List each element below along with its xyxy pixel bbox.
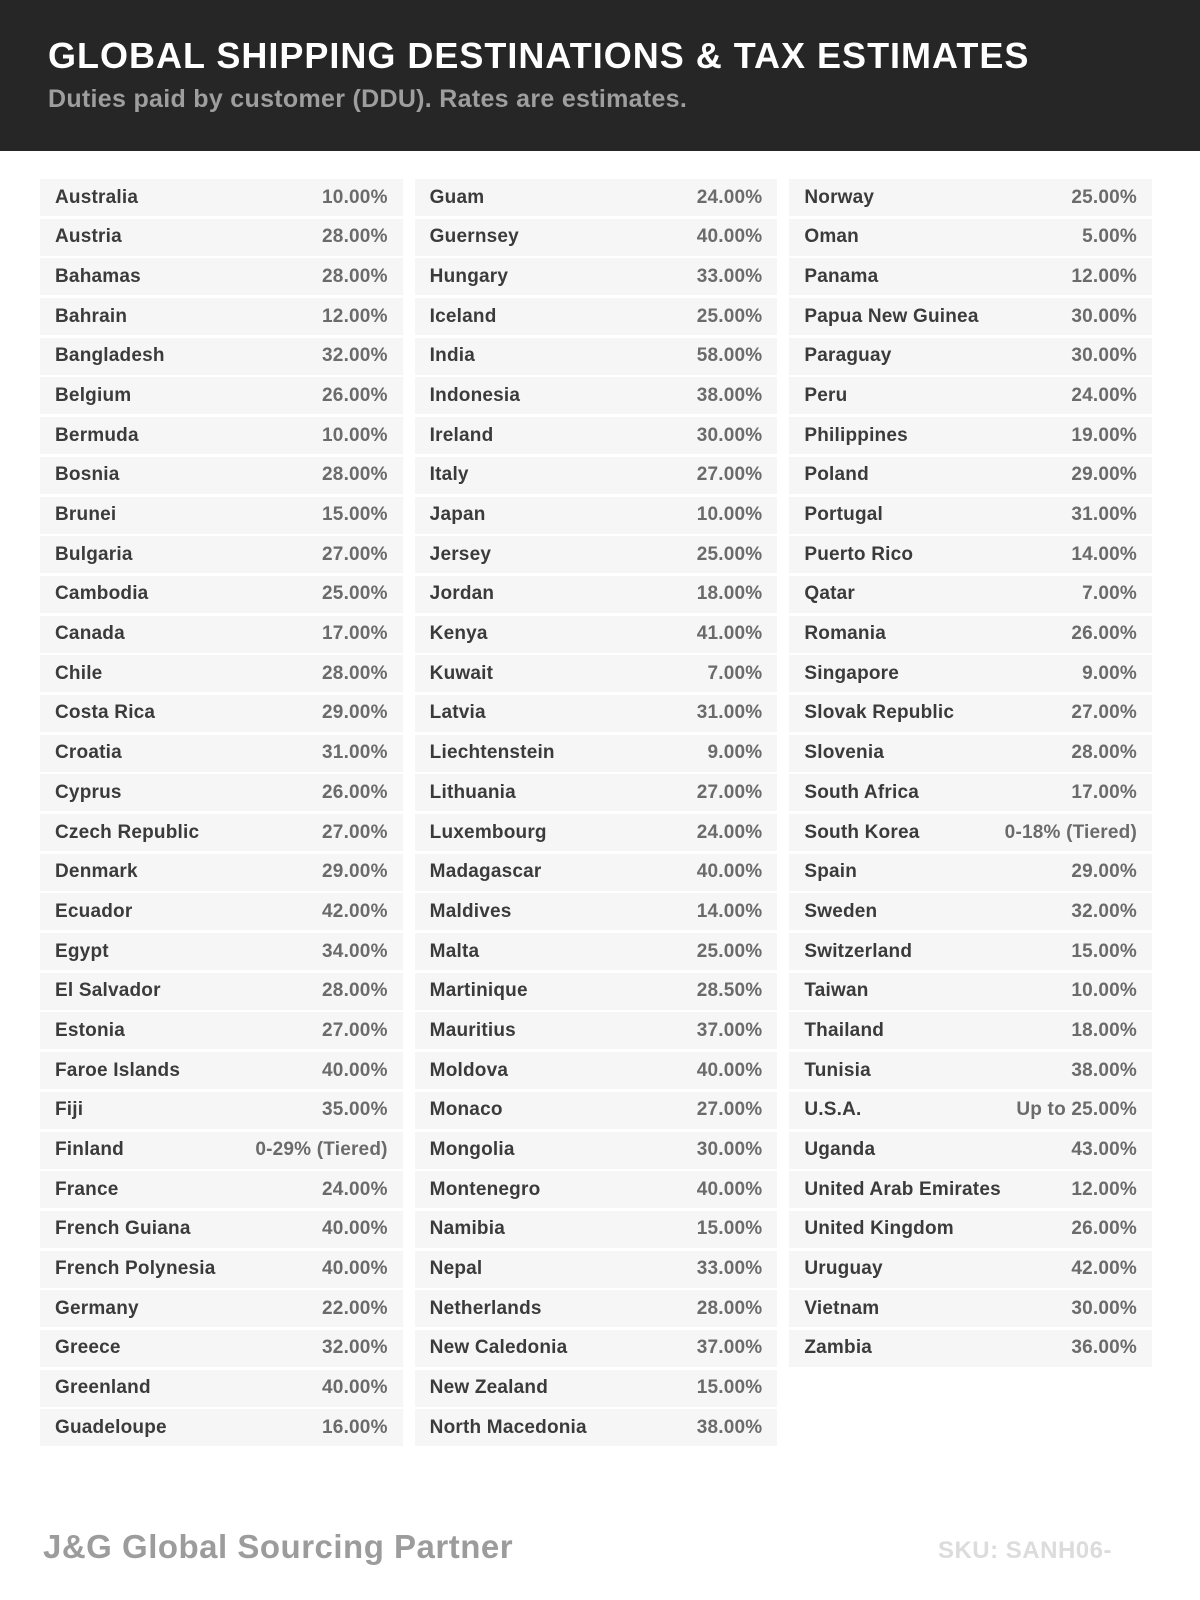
table-row: [40, 735, 403, 772]
tax-rate-value: 31.00%: [322, 742, 388, 764]
country-name: Bahamas: [55, 265, 141, 287]
table-row: [415, 1132, 778, 1169]
tax-rate-value: 40.00%: [696, 861, 763, 883]
country-name: Malta: [429, 940, 480, 962]
tax-rate-value: 25.00%: [322, 583, 388, 605]
tax-rate-value: 32.00%: [322, 345, 388, 367]
tax-rate-value: 27.00%: [1071, 702, 1138, 724]
tax-rate-value: 12.00%: [1071, 1178, 1138, 1200]
tax-rate-value: 28.00%: [322, 226, 388, 248]
country-name: Slovenia: [804, 742, 885, 764]
tax-rate-value: 40.00%: [696, 1178, 763, 1200]
country-name: Oman: [804, 226, 859, 248]
tax-rate-value: 10.00%: [322, 186, 388, 208]
country-name: Austria: [55, 226, 122, 248]
table-row: [415, 1052, 778, 1089]
tax-rate-value: 15.00%: [1071, 940, 1138, 962]
tax-rate-value: 29.00%: [1071, 861, 1138, 883]
tax-rate-value: 41.00%: [696, 623, 763, 645]
country-name: Fiji: [55, 1099, 84, 1121]
tax-rate-value: 42.00%: [322, 900, 388, 922]
table-row: [415, 695, 778, 732]
tax-rate-value: 12.00%: [1071, 265, 1138, 287]
tax-rate-value: 29.00%: [322, 861, 388, 883]
table-row: [415, 179, 778, 216]
country-name: Chile: [55, 662, 103, 684]
tax-rate-value: 28.00%: [322, 662, 388, 684]
page-title: GLOBAL SHIPPING DESTINATIONS & TAX ESTIMATES: [48, 35, 1030, 76]
country-name: Uruguay: [804, 1258, 883, 1280]
tax-rate-value: 30.00%: [1071, 345, 1138, 367]
tax-rate-value: 33.00%: [696, 1258, 763, 1280]
country-name: Nepal: [429, 1258, 483, 1280]
country-name: Romania: [804, 623, 886, 645]
tax-rate-value: 28.00%: [696, 1297, 763, 1319]
tax-rate-value: 33.00%: [696, 265, 763, 287]
tax-rate-value: 14.00%: [1071, 543, 1138, 565]
table-row: [789, 1330, 1152, 1367]
table-row: [40, 933, 403, 970]
country-name: El Salvador: [55, 980, 161, 1002]
country-name: Thailand: [804, 1019, 885, 1041]
tax-rate-value: 0-18% (Tiered): [1004, 821, 1138, 843]
country-name: North Macedonia: [429, 1416, 587, 1438]
country-name: Ecuador: [55, 900, 133, 922]
country-name: Philippines: [804, 424, 908, 446]
table-row: [415, 814, 778, 851]
table-row: [789, 695, 1152, 732]
tax-rate-value: 7.00%: [1082, 583, 1138, 605]
country-name: Bulgaria: [55, 543, 133, 565]
tax-rate-value: 28.50%: [696, 980, 763, 1002]
table-row: [415, 377, 778, 414]
table-row: [40, 219, 403, 256]
tax-rate-value: 35.00%: [322, 1099, 388, 1121]
country-name: Jersey: [429, 543, 492, 565]
table-row: [789, 814, 1152, 851]
table-row: [415, 576, 778, 613]
tax-rate-value: 12.00%: [322, 305, 388, 327]
table-row: [415, 655, 778, 692]
country-name: Tunisia: [804, 1059, 871, 1081]
table-row: [415, 457, 778, 494]
table-row: [789, 258, 1152, 295]
country-name: Japan: [429, 504, 486, 525]
table-row: [789, 774, 1152, 811]
table-row: [40, 457, 403, 494]
tax-rate-value: 34.00%: [322, 940, 388, 962]
country-name: Montenegro: [429, 1178, 541, 1200]
tax-rate-value: 37.00%: [696, 1019, 763, 1041]
table-row: [789, 219, 1152, 256]
country-name: Sweden: [804, 900, 878, 922]
table-row: [789, 497, 1152, 534]
rate-column-3: [789, 179, 1152, 1367]
country-name: Cyprus: [55, 781, 122, 803]
table-row: [789, 179, 1152, 216]
country-name: Paraguay: [804, 345, 892, 367]
country-name: South Africa: [804, 781, 919, 803]
tax-rate-value: 27.00%: [696, 464, 763, 486]
table-row: [40, 893, 403, 930]
country-name: Luxembourg: [429, 821, 547, 843]
table-row: [415, 616, 778, 653]
tax-rate-value: 30.00%: [696, 424, 763, 446]
table-row: [415, 1330, 778, 1367]
tax-rate-value: 26.00%: [1071, 1218, 1138, 1240]
tax-rate-value: 40.00%: [322, 1377, 388, 1399]
tax-rate-value: 18.00%: [696, 583, 763, 605]
tax-rate-value: 31.00%: [1071, 504, 1138, 525]
country-name: Maldives: [429, 900, 512, 922]
table-row: [40, 814, 403, 851]
table-row: [40, 973, 403, 1010]
tax-rate-value: 25.00%: [696, 940, 763, 962]
country-name: French Guiana: [55, 1218, 191, 1240]
tax-rate-value: 25.00%: [1071, 186, 1138, 208]
country-name: Uganda: [804, 1139, 876, 1160]
tax-rate-value: 30.00%: [1071, 1297, 1138, 1319]
table-row: [40, 655, 403, 692]
table-row: [415, 417, 778, 454]
country-name: Qatar: [804, 583, 855, 605]
table-row: [789, 576, 1152, 613]
tax-rate-value: 14.00%: [696, 900, 763, 922]
country-name: India: [429, 345, 476, 367]
tax-rate-value: 0-29% (Tiered): [255, 1139, 388, 1160]
tax-rate-value: 10.00%: [1071, 980, 1138, 1002]
country-name: New Zealand: [429, 1377, 549, 1399]
table-row: [789, 338, 1152, 375]
tax-rate-value: 29.00%: [1071, 464, 1138, 486]
country-name: Liechtenstein: [429, 742, 555, 764]
country-name: Bosnia: [55, 464, 120, 486]
country-name: Croatia: [55, 742, 122, 764]
country-name: French Polynesia: [55, 1258, 216, 1280]
country-name: United Arab Emirates: [804, 1178, 1001, 1200]
tax-rate-value: 9.00%: [707, 742, 763, 764]
table-row: [415, 735, 778, 772]
country-name: Guernsey: [429, 226, 519, 248]
table-row: [415, 1012, 778, 1049]
country-name: Greece: [55, 1337, 121, 1359]
country-name: Vietnam: [804, 1297, 880, 1319]
table-row: [789, 1132, 1152, 1169]
tax-rate-value: 32.00%: [1071, 900, 1138, 922]
table-row: [40, 1092, 403, 1129]
tax-rate-value: 40.00%: [696, 226, 763, 248]
country-name: New Caledonia: [429, 1337, 568, 1359]
table-row: [415, 1370, 778, 1407]
country-name: Italy: [429, 464, 469, 486]
tax-rate-value: 30.00%: [696, 1139, 763, 1160]
tax-rate-value: 38.00%: [696, 1416, 763, 1438]
table-row: [415, 1251, 778, 1288]
table-row: [789, 854, 1152, 891]
table-row: [789, 298, 1152, 335]
table-row: [40, 854, 403, 891]
tax-rate-value: 31.00%: [696, 702, 763, 724]
country-name: Mongolia: [429, 1139, 515, 1160]
tax-rate-table: [40, 179, 1152, 1446]
tax-rate-value: 18.00%: [1071, 1019, 1138, 1041]
table-row: [40, 258, 403, 295]
country-name: Netherlands: [429, 1297, 542, 1319]
table-row: [40, 536, 403, 573]
table-row: [40, 1290, 403, 1327]
tax-rate-value: 26.00%: [1071, 623, 1138, 645]
table-row: [789, 1290, 1152, 1327]
tax-rate-value: Up to 25.00%: [1016, 1099, 1138, 1121]
country-name: Czech Republic: [55, 821, 200, 843]
tax-rate-value: 26.00%: [322, 384, 388, 406]
country-name: South Korea: [804, 821, 920, 843]
country-name: Costa Rica: [55, 702, 156, 724]
tax-rate-value: 40.00%: [322, 1258, 388, 1280]
table-row: [789, 1092, 1152, 1129]
page-footer: [43, 1528, 1112, 1566]
country-name: Faroe Islands: [55, 1059, 181, 1081]
tax-rate-value: 24.00%: [322, 1178, 388, 1200]
table-row: [40, 616, 403, 653]
table-row: [40, 377, 403, 414]
tax-rate-value: 26.00%: [322, 781, 388, 803]
table-row: [40, 497, 403, 534]
country-name: Hungary: [429, 265, 509, 287]
country-name: Mauritius: [429, 1019, 516, 1041]
table-row: [415, 1171, 778, 1208]
tax-rate-value: 16.00%: [322, 1416, 388, 1438]
country-name: Norway: [804, 186, 875, 208]
page-subtitle: Duties paid by customer (DDU). Rates are estimates.: [48, 85, 688, 113]
table-row: [789, 1171, 1152, 1208]
table-row: [40, 1052, 403, 1089]
table-row: [789, 417, 1152, 454]
tax-rate-value: 22.00%: [322, 1297, 388, 1319]
tax-rate-value: 40.00%: [322, 1218, 388, 1240]
table-row: [789, 536, 1152, 573]
country-name: Kuwait: [429, 662, 494, 684]
tax-rate-value: 40.00%: [322, 1059, 388, 1081]
table-row: [789, 616, 1152, 653]
tax-rate-value: 24.00%: [1071, 384, 1138, 406]
country-name: Panama: [804, 265, 879, 287]
country-name: Guadeloupe: [55, 1416, 167, 1438]
country-name: Iceland: [429, 305, 497, 327]
country-name: Greenland: [55, 1377, 151, 1399]
tax-rate-value: 38.00%: [696, 384, 763, 406]
table-row: [415, 1409, 778, 1446]
table-row: [40, 1171, 403, 1208]
country-name: Latvia: [429, 702, 486, 724]
table-row: [789, 893, 1152, 930]
tax-rate-value: 43.00%: [1071, 1139, 1138, 1160]
tax-rate-value: 17.00%: [1071, 781, 1138, 803]
table-row: [40, 417, 403, 454]
country-name: Denmark: [55, 861, 138, 883]
table-row: [40, 298, 403, 335]
tax-rate-value: 32.00%: [322, 1337, 388, 1359]
tax-rate-value: 36.00%: [1071, 1337, 1138, 1359]
tax-rate-value: 28.00%: [322, 464, 388, 486]
tax-rate-value: 15.00%: [322, 504, 388, 525]
country-name: Slovak Republic: [804, 702, 955, 724]
country-name: Puerto Rico: [804, 543, 914, 565]
rate-column-1: [40, 179, 403, 1446]
table-row: [40, 338, 403, 375]
country-name: Belgium: [55, 384, 132, 406]
tax-rate-value: 24.00%: [696, 821, 763, 843]
country-name: U.S.A.: [804, 1099, 862, 1121]
country-name: Papua New Guinea: [804, 305, 979, 327]
table-row: [415, 1211, 778, 1248]
table-row: [40, 695, 403, 732]
country-name: Guam: [429, 186, 485, 208]
country-name: Germany: [55, 1297, 139, 1319]
table-row: [415, 298, 778, 335]
table-row: [415, 219, 778, 256]
table-row: [415, 893, 778, 930]
country-name: United Kingdom: [804, 1218, 954, 1240]
tax-rate-value: 27.00%: [322, 543, 388, 565]
country-name: Bangladesh: [55, 345, 165, 367]
tax-rate-value: 27.00%: [322, 1019, 388, 1041]
table-row: [415, 1092, 778, 1129]
tax-rate-value: 25.00%: [696, 543, 763, 565]
table-row: [415, 258, 778, 295]
country-name: Indonesia: [429, 384, 521, 406]
country-name: Brunei: [55, 504, 117, 525]
table-row: [415, 1290, 778, 1327]
country-name: Singapore: [804, 662, 900, 684]
country-name: Egypt: [55, 940, 109, 962]
tax-rate-value: 58.00%: [696, 345, 763, 367]
country-name: Canada: [55, 623, 125, 645]
table-row: [789, 377, 1152, 414]
tax-rate-value: 9.00%: [1082, 662, 1138, 684]
table-row: [789, 655, 1152, 692]
tax-rate-value: 27.00%: [696, 1099, 763, 1121]
table-row: [789, 1012, 1152, 1049]
country-name: France: [55, 1178, 119, 1200]
table-row: [40, 1370, 403, 1407]
country-name: Lithuania: [429, 781, 516, 803]
table-row: [415, 497, 778, 534]
country-name: Portugal: [804, 504, 884, 525]
country-name: Bahrain: [55, 305, 128, 327]
country-name: Spain: [804, 861, 858, 883]
table-row: [40, 1330, 403, 1367]
table-row: [789, 933, 1152, 970]
table-row: [415, 338, 778, 375]
country-name: Finland: [55, 1139, 124, 1160]
table-row: [40, 576, 403, 613]
country-name: Estonia: [55, 1019, 126, 1041]
sku-label: SKU: SANH06-: [937, 1537, 1112, 1564]
tax-rate-value: 24.00%: [696, 186, 763, 208]
table-row: [415, 536, 778, 573]
tax-rate-value: 27.00%: [696, 781, 763, 803]
table-row: [40, 1132, 403, 1169]
country-name: Taiwan: [804, 980, 869, 1002]
table-row: [40, 179, 403, 216]
tax-rate-value: 10.00%: [696, 504, 763, 525]
tax-rate-value: 28.00%: [322, 265, 388, 287]
table-row: [40, 1251, 403, 1288]
tax-rate-value: 10.00%: [322, 424, 388, 446]
country-name: Australia: [55, 186, 139, 208]
table-row: [789, 973, 1152, 1010]
table-row: [789, 1251, 1152, 1288]
table-row: [415, 774, 778, 811]
country-name: Cambodia: [55, 583, 149, 605]
page-header: [0, 0, 1200, 151]
tax-rate-value: 42.00%: [1071, 1258, 1138, 1280]
country-name: Switzerland: [804, 940, 913, 962]
country-name: Monaco: [429, 1099, 503, 1121]
country-name: Poland: [804, 464, 869, 486]
table-row: [40, 1211, 403, 1248]
tax-rate-value: 28.00%: [322, 980, 388, 1002]
country-name: Madagascar: [429, 861, 542, 883]
table-row: [415, 854, 778, 891]
tax-rate-value: 37.00%: [696, 1337, 763, 1359]
country-name: Martinique: [429, 980, 528, 1002]
tax-rate-value: 19.00%: [1071, 424, 1138, 446]
tax-rate-value: 38.00%: [1071, 1059, 1138, 1081]
table-row: [415, 933, 778, 970]
tax-rate-value: 5.00%: [1082, 226, 1138, 248]
country-name: Kenya: [429, 623, 488, 645]
tax-rate-value: 15.00%: [696, 1218, 763, 1240]
country-name: Bermuda: [55, 424, 139, 446]
country-name: Zambia: [804, 1337, 873, 1359]
table-row: [40, 1012, 403, 1049]
country-name: Namibia: [429, 1218, 505, 1240]
tax-rate-value: 40.00%: [696, 1059, 763, 1081]
country-name: Moldova: [429, 1059, 509, 1081]
tax-rate-value: 28.00%: [1071, 742, 1138, 764]
table-row: [789, 457, 1152, 494]
tax-rate-value: 27.00%: [322, 821, 388, 843]
table-row: [789, 1052, 1152, 1089]
table-row: [40, 1409, 403, 1446]
tax-rate-value: 17.00%: [322, 623, 388, 645]
country-name: Jordan: [429, 583, 495, 605]
tax-rate-value: 25.00%: [696, 305, 763, 327]
table-row: [789, 735, 1152, 772]
rate-column-2: [415, 179, 778, 1446]
brand-name: J&G Global Sourcing Partner: [43, 1528, 514, 1565]
tax-rate-value: 30.00%: [1071, 305, 1138, 327]
country-name: Ireland: [429, 424, 494, 446]
tax-rate-value: 7.00%: [707, 662, 763, 684]
country-name: Peru: [804, 384, 848, 406]
tax-rate-value: 29.00%: [322, 702, 388, 724]
table-row: [40, 774, 403, 811]
tax-rate-value: 15.00%: [696, 1377, 763, 1399]
table-row: [789, 1211, 1152, 1248]
table-row: [415, 973, 778, 1010]
